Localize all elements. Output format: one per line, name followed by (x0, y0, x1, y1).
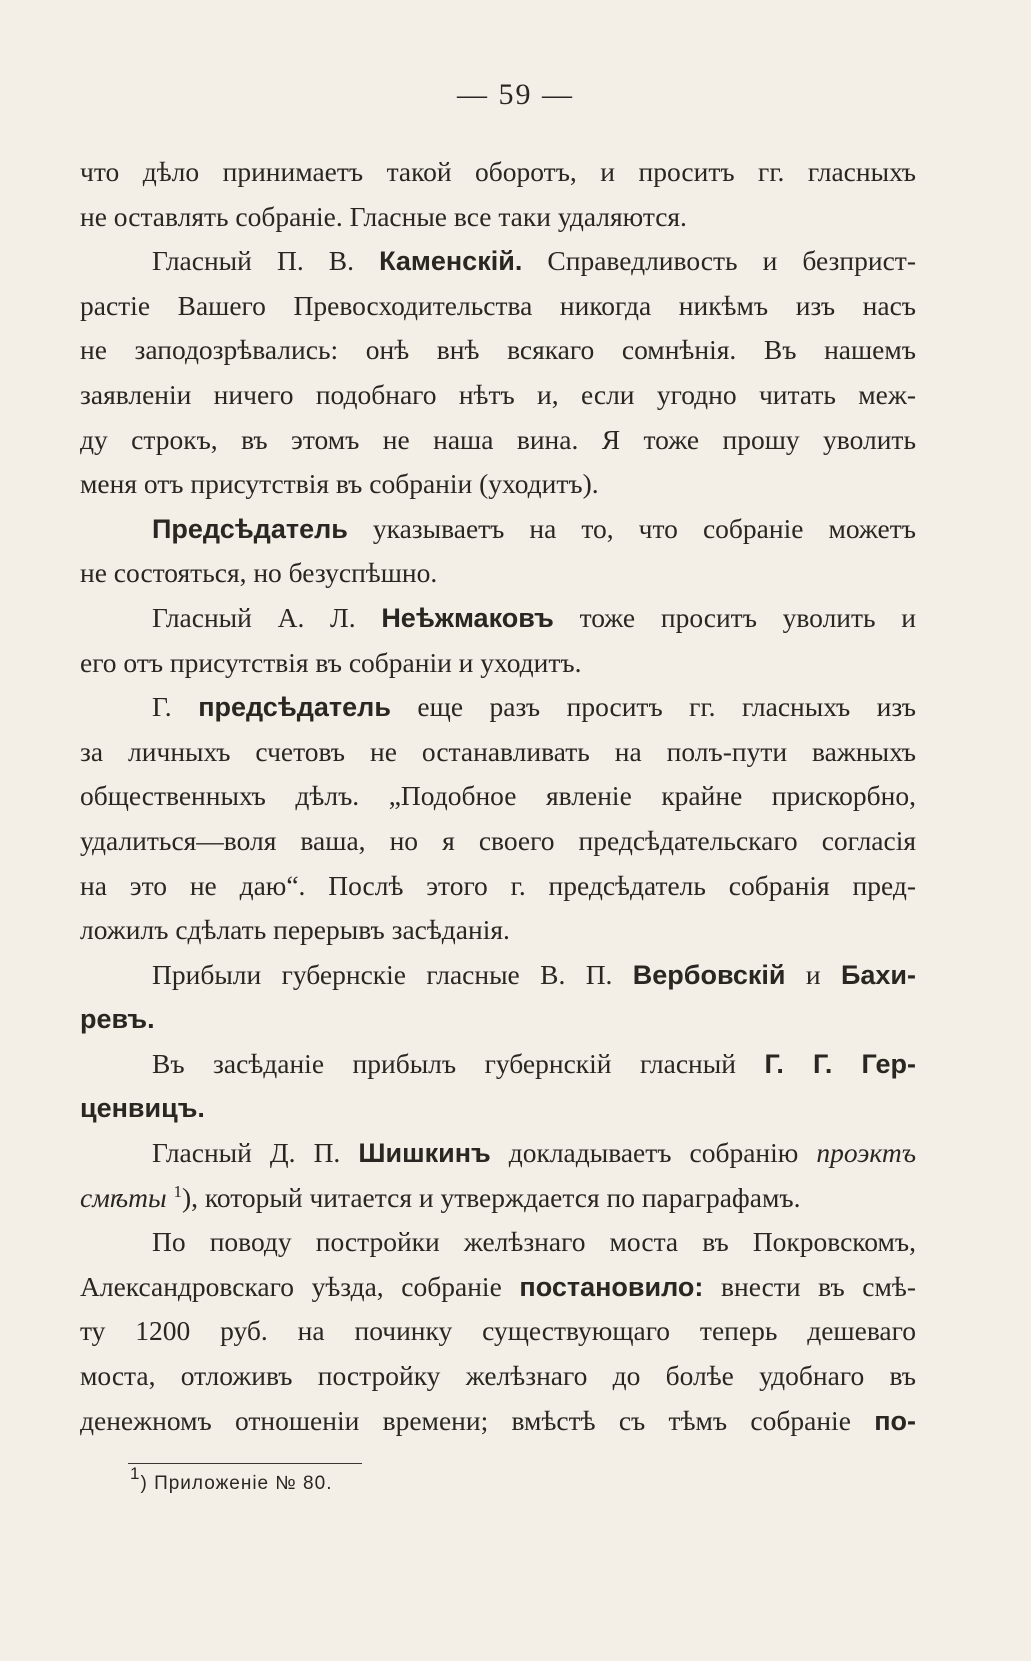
footnote-ref[interactable]: 1 (173, 1181, 182, 1201)
footnote-marker: 1 (130, 1464, 141, 1483)
text-line: удалиться—воля ваша, но я своего предсѣдательскаго согласія (80, 824, 916, 856)
text-span: указываетъ на то, что собраніе можетъ (347, 512, 916, 544)
text-line (80, 953, 916, 998)
text-span: Справедливость и безприст- (522, 245, 916, 277)
italic-span: смѣты (80, 1181, 167, 1213)
text-line: растіе Вашего Превосходительства никогда никѣмъ изъ насъ (80, 289, 916, 321)
body-text (80, 150, 916, 1443)
text-line (80, 1042, 916, 1087)
text-line: По поводу постройки желѣзнаго моста въ Покровскомъ, (152, 1226, 916, 1258)
text-line (80, 507, 916, 552)
text-line: меня отъ присутствія въ собраніи (уходитъ). (80, 468, 599, 500)
text-span: Александровскаго уѣзда, собраніе (80, 1270, 520, 1302)
text-line: на это не даю“. Послѣ этого г. предсѣдатель собранія пред- (80, 869, 916, 901)
text-span: Въ засѣданіе прибылъ губернскій гласный (152, 1047, 765, 1079)
text-line: его отъ присутствія въ собраніи и уходитъ. (80, 646, 582, 678)
text-line (80, 997, 916, 1042)
speaker-name: ревъ. (80, 1004, 155, 1035)
text-span: денежномъ отношеніи времени; вмѣстѣ съ тѣмъ собраніе (80, 1404, 875, 1436)
text-span: тоже проситъ уволить и (553, 601, 917, 633)
text-line: не оставлять собраніе. Гласные все таки удаляются. (80, 200, 687, 232)
text-line: моста, отложивъ постройку желѣзнаго до болѣе удобнаго въ (80, 1360, 916, 1392)
italic-span: проэктъ (816, 1137, 917, 1169)
text-span: Гласный Д. П. (152, 1137, 359, 1169)
text-line: не заподозрѣвались: онѣ внѣ всякаго сомнѣнія. Въ нашемъ (80, 334, 916, 366)
text-line (80, 1131, 916, 1176)
text-span: Г. (152, 691, 199, 723)
text-span: Гласный П. В. (152, 245, 380, 277)
speaker-name: Предсѣдатель (152, 513, 348, 544)
text-span: внести въ смѣ- (703, 1270, 917, 1302)
text-line (80, 1399, 916, 1444)
text-line (80, 596, 916, 641)
speaker-name: Г. Г. Гер- (764, 1048, 916, 1079)
text-line (80, 239, 916, 284)
text-line (80, 1265, 916, 1310)
bold-span: постановило: (519, 1271, 704, 1302)
speaker-name: Каменскій. (379, 246, 523, 277)
text-span: Гласный А. Л. (152, 601, 382, 633)
speaker-name: ценвицъ. (80, 1093, 205, 1124)
text-span: ), который читается и утверждается по параграфамъ. (181, 1181, 801, 1213)
text-line: ложилъ сдѣлать перерывъ засѣданія. (80, 914, 510, 946)
bold-span: по- (874, 1405, 916, 1436)
footnote (130, 1464, 333, 1495)
speaker-name: Бахи- (840, 959, 917, 990)
speaker-name: предсѣдатель (198, 692, 391, 723)
text-line: ту 1200 руб. на починку существующаго теперь дешеваго (80, 1315, 916, 1347)
speaker-name: Шишкинъ (358, 1138, 491, 1169)
speaker-name: Вербовскій (632, 959, 786, 990)
text-line: общественныхъ дѣлъ. „Подобное явленіе крайне прискорбно, (80, 780, 916, 812)
text-span: Прибыли губернскіе гласные В. П. (152, 958, 633, 990)
text-line (80, 1086, 916, 1131)
page-number: — 59 — (457, 78, 574, 111)
text-span: еще разъ проситъ гг. гласныхъ изъ (390, 691, 917, 723)
text-line (80, 685, 916, 730)
text-span: и (785, 958, 841, 990)
speaker-name: Неѣжмаковъ (381, 602, 554, 633)
footnote-text: ) Приложеніе № 80. (140, 1473, 333, 1494)
text-span: докладываетъ собранію (490, 1137, 817, 1169)
footnote-divider (128, 1463, 362, 1464)
text-line (80, 1176, 916, 1221)
text-line: за личныхъ счетовъ не останавливать на полъ-пути важныхъ (80, 735, 916, 767)
text-line: что дѣло принимаетъ такой оборотъ, и проситъ гг. гласныхъ (80, 156, 916, 187)
text-line: не состояться, но безуспѣшно. (80, 557, 438, 589)
text-line: ду строкъ, въ этомъ не наша вина. Я тоже прошу уволить (80, 423, 916, 455)
text-line: заявленіи ничего подобнаго нѣтъ и, если угодно читать меж- (80, 378, 916, 410)
